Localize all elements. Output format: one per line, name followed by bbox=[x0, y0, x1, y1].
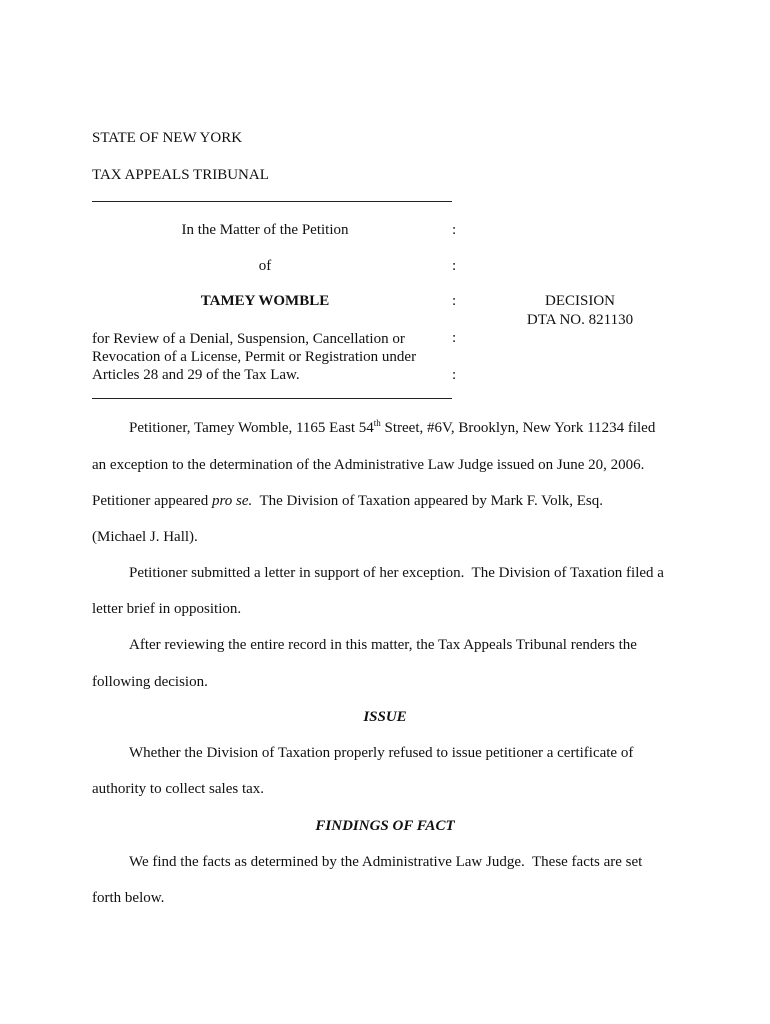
petitioner-name: TAMEY WOMBLE bbox=[200, 293, 330, 309]
issue-heading: ISSUE bbox=[363, 709, 407, 725]
paragraph-line: After reviewing the entire record in this matter, the Tax Appeals Tribunal renders the bbox=[129, 637, 637, 653]
paragraph-line: We find the facts as determined by the Administrative Law Judge. These facts are set bbox=[129, 854, 643, 870]
caption-colon: : bbox=[452, 258, 457, 274]
paragraph-line: Whether the Division of Taxation properly refused to issue petitioner a certificate of bbox=[129, 745, 634, 761]
review-description: for Review of a Denial, Suspension, Cancellation or Revocation of a License, Permit or Registration under Articles 28 and 29 of the Tax Law. bbox=[92, 331, 417, 383]
text-run: Petitioner, Tamey Womble, 1165 East 54 bbox=[129, 420, 374, 436]
state-heading: STATE OF NEW YORK bbox=[92, 130, 243, 146]
paragraph-line: (Michael J. Hall). bbox=[92, 529, 198, 545]
paragraph-line: Petitioner submitted a letter in support of her exception. The Division of Taxation filed a bbox=[129, 565, 664, 581]
caption-colon: : bbox=[452, 222, 457, 238]
paragraph-line: following decision. bbox=[92, 674, 208, 690]
decision-label: DECISION bbox=[545, 293, 615, 309]
italic-text: pro se. bbox=[211, 493, 253, 509]
dta-number: DTA NO. 821130 bbox=[526, 312, 634, 328]
paragraph-line: authority to collect sales tax. bbox=[92, 781, 265, 797]
caption-top-rule bbox=[92, 201, 452, 202]
paragraph-line bbox=[92, 493, 603, 510]
of-line: of bbox=[258, 258, 272, 274]
paragraph-line: an exception to the determination of the Administrative Law Judge issued on June 20, 2006. bbox=[92, 457, 645, 473]
text-run: Petitioner appeared bbox=[92, 493, 212, 509]
findings-heading: FINDINGS OF FACT bbox=[315, 818, 455, 834]
caption-colon: : bbox=[452, 330, 457, 346]
caption-colon: : bbox=[452, 367, 457, 383]
caption-colon: : bbox=[452, 293, 457, 309]
caption-bottom-rule bbox=[92, 398, 452, 399]
paragraph-line: forth below. bbox=[92, 890, 165, 906]
paragraph-line bbox=[129, 420, 655, 437]
text-run: Street, #6V, Brooklyn, New York 11234 filed bbox=[380, 420, 656, 436]
tribunal-heading: TAX APPEALS TRIBUNAL bbox=[92, 167, 269, 183]
paragraph-line: letter brief in opposition. bbox=[92, 601, 242, 617]
text-run: The Division of Taxation appeared by Mark F. Volk, Esq. bbox=[252, 493, 603, 509]
matter-line: In the Matter of the Petition bbox=[181, 222, 349, 238]
superscript: th bbox=[373, 418, 381, 428]
